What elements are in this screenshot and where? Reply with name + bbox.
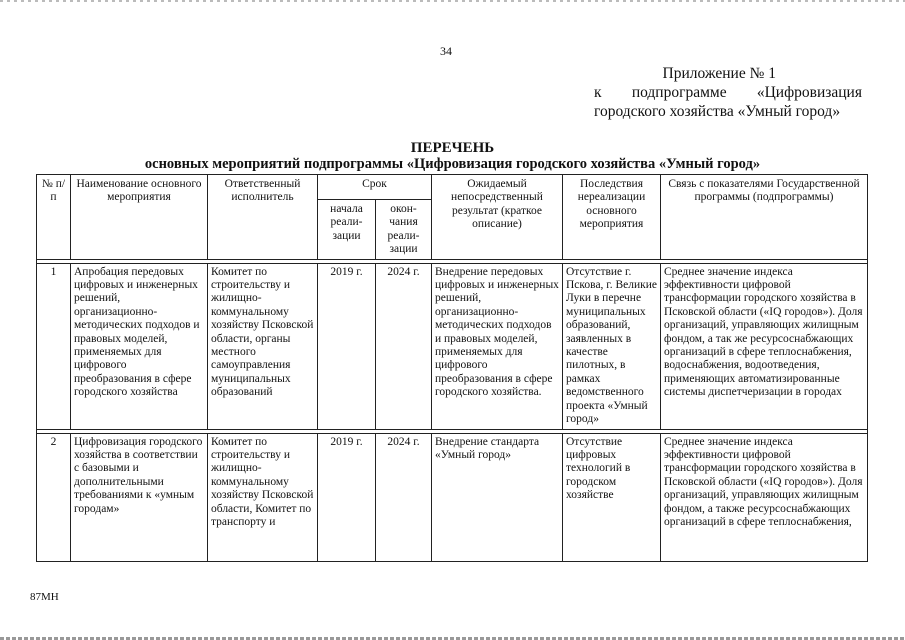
document-subtitle: основных мероприятий подпрограммы «Цифровизация городского хозяйства «Умный город» <box>144 156 761 172</box>
appendix-block <box>594 64 862 121</box>
row-num: 2 <box>37 433 71 561</box>
footer-code: 87МН <box>30 591 59 603</box>
table-row <box>37 433 868 561</box>
header-start: начала реали-зации <box>318 200 376 260</box>
row-consequences: Отсутствие цифровых технологий в городском хозяйстве <box>563 433 661 561</box>
header-name: Наименование основного мероприятия <box>71 175 208 260</box>
row-executor: Комитет по строительству и жилищно-коммунальному хозяйству Псковской области, Комитет по транспорту и <box>208 433 318 561</box>
row-result: Внедрение передовых цифровых и инженерных решений, организационно-методических подходов и правовых моделей, применяемых для цифрового преобразования в сфере городского хозяйства. <box>432 263 563 429</box>
appendix-word: к <box>594 84 602 101</box>
page-number: 34 <box>440 44 452 58</box>
table-row <box>37 263 868 429</box>
row-name: Апробация передовых цифровых и инженерных решений, организационно-методических подходов и правовых моделей, применяемых для цифрового преобразования в сфере городского хозяйства <box>71 263 208 429</box>
appendix-line-1: Приложение № 1 <box>662 65 776 82</box>
row-start: 2019 г. <box>318 433 376 561</box>
scan-edge-top <box>0 0 905 2</box>
row-end: 2024 г. <box>376 433 432 561</box>
row-num: 1 <box>37 263 71 429</box>
header-executor: Ответственный исполнитель <box>208 175 318 260</box>
header-consequences: Последствия нереализации основного мероприятия <box>563 175 661 260</box>
appendix-word: подпрограмме <box>631 84 727 101</box>
row-start: 2019 г. <box>318 263 376 429</box>
header-end: окон-чания реали-зации <box>376 200 432 260</box>
appendix-line-3: городского хозяйства «Умный город» <box>594 103 841 120</box>
appendix-word: «Цифровизация <box>756 84 862 101</box>
row-end: 2024 г. <box>376 263 432 429</box>
appendix-line-2 <box>594 83 862 102</box>
row-link: Среднее значение индекса эффективности цифровой трансформации городского хозяйства в Псковской области («IQ городов»). Доля организаций, управляющих жилищным фондом, а так же ресурсоснабжающих организаций в сфере теплоснабжения, водоснабжения, водоотведения, применяющих автоматизированные системы диспетчеризации в городах <box>661 263 868 429</box>
row-name: Цифровизация городского хозяйства в соответствии с базовыми и дополнительными требованиями к «умным городам» <box>71 433 208 561</box>
header-num: № п/п <box>37 175 71 260</box>
row-link: Среднее значение индекса эффективности цифровой трансформации городского хозяйства в Псковской области («IQ городов»). Доля организаций, управляющих жилищным фондом, а также ресурсоснабжающих организаций в сфере теплоснабжения, <box>661 433 868 561</box>
row-result: Внедрение стандарта «Умный город» <box>432 433 563 561</box>
row-executor: Комитет по строительству и жилищно-коммунальному хозяйству Псковской области, органы местного самоуправления муниципальных образований <box>208 263 318 429</box>
header-result: Ожидаемый непосредственный результат (краткое описание) <box>432 175 563 260</box>
activities-table <box>36 174 868 562</box>
header-link: Связь с показателями Государственной программы (подпрограммы) <box>661 175 868 260</box>
document-title: ПЕРЕЧЕНЬ <box>410 140 495 156</box>
row-consequences: Отсутствие г. Пскова, г. Великие Луки в перечне муниципальных образований, заявленных в качестве пилотных, в рамках ведомственного проекта «Умный город» <box>563 263 661 429</box>
header-term: Срок <box>318 175 432 200</box>
